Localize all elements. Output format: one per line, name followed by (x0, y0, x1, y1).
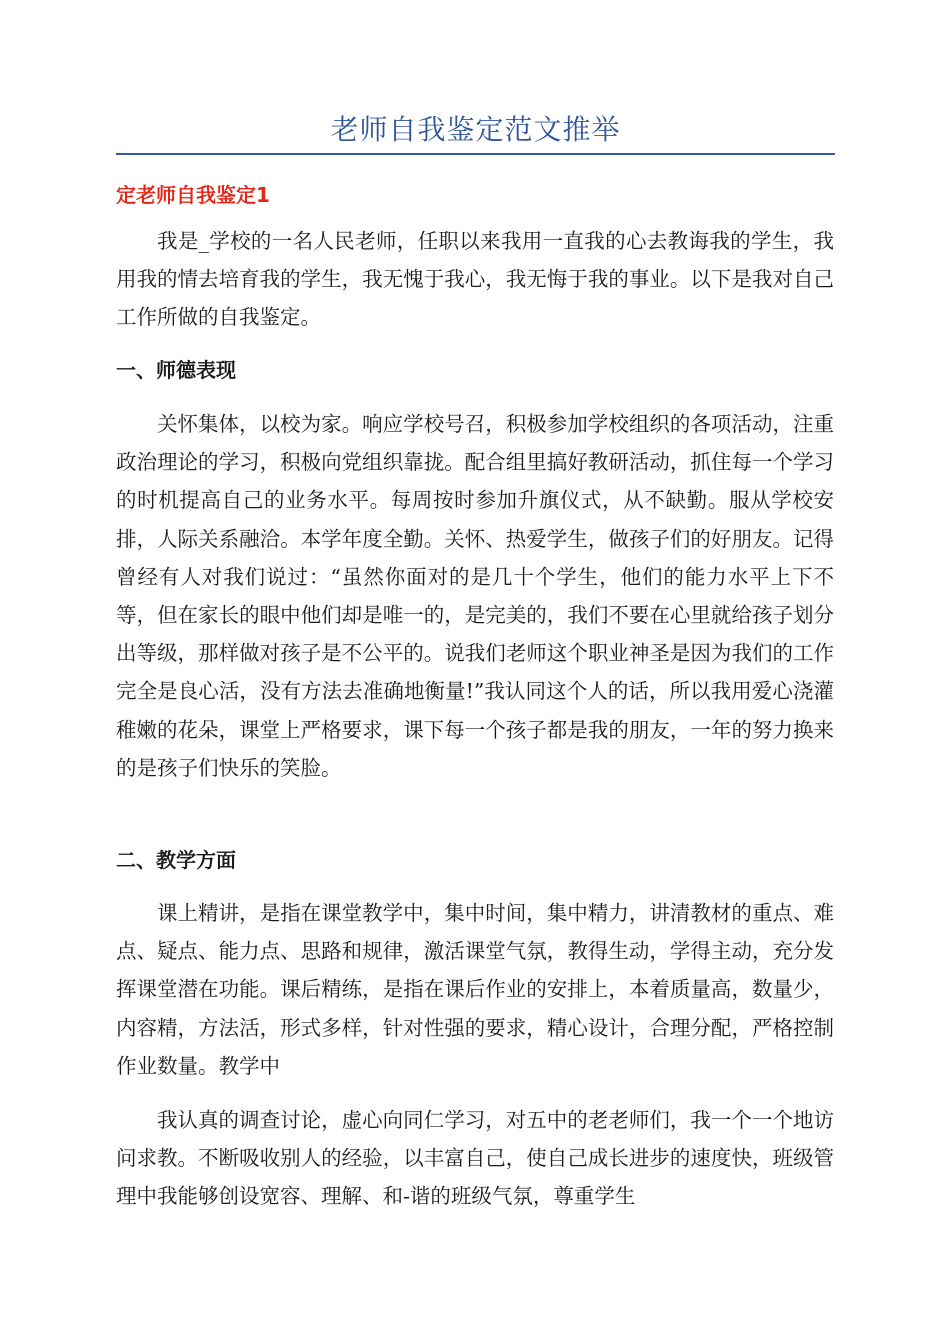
subtitle-heading: 定老师自我鉴定1 (116, 183, 270, 207)
intro-paragraph: 我是_学校的一名人民老师，任职以来我用一直我的心去教诲我的学生，我用我的情去培育我的学生，我无愧于我心，我无悔于我的事业。以下是我对自己工作所做的自我鉴定。 (116, 229, 834, 330)
ethics-paragraph: 关怀集体，以校为家。响应学校号召，积极参加学校组织的各项活动，注重政治理论的学习，积极向党组织靠拢。配合组里搞好教研活动，抓住每一个学习的时机提高自己的业务水平。每周按时参加升旗仪式，从不缺勤。服从学校安排，人际关系融洽。本学年度全勤。关怀、热爱学生，做孩子们的好朋友。记得曾经有人对我们说过：“虽然你面对的是几十个学生，他们的能力水平上下不等，但在家长的眼中他们却是唯一的，是完美的，我们不要在心里就给孩子划分出等级，那样做对孩子是不公平的。说我们老师这个职业神圣是因为我们的工作完全是良心活，没有方法去准确地衡量!”我认同这个人的话，所以我用爱心浇灌稚嫩的花朵，课堂上严格要求，课下每一个孩子都是我的朋友，一年的努力换来的是孩子们快乐的笑脸。 (116, 412, 834, 780)
document-title: 老师自我鉴定范文推举 (330, 113, 621, 146)
section-heading-ethics: 一、师德表现 (116, 358, 236, 382)
section-heading-teaching: 二、教学方面 (116, 848, 236, 872)
title-divider (116, 153, 835, 155)
teaching-paragraph-1: 课上精讲，是指在课堂教学中，集中时间，集中精力，讲清教材的重点、难点、疑点、能力点、思路和规律，激活课堂气氛，教得生动，学得主动，充分发挥课堂潜在功能。课后精练，是指在课后作业的安排上，本着质量高，数量少，内容精，方法活，形式多样，针对性强的要求，精心设计，合理分配，严格控制作业数量。教学中 (116, 901, 834, 1078)
teaching-paragraph-2: 我认真的调查讨论，虚心向同仁学习，对五中的老老师们，我一个一个地访问求教。不断吸收别人的经验，以丰富自己，使自己成长进步的速度快，班级管理中我能够创设宽容、理解、和-谐的班级气氛，尊重学生 (116, 1108, 834, 1209)
